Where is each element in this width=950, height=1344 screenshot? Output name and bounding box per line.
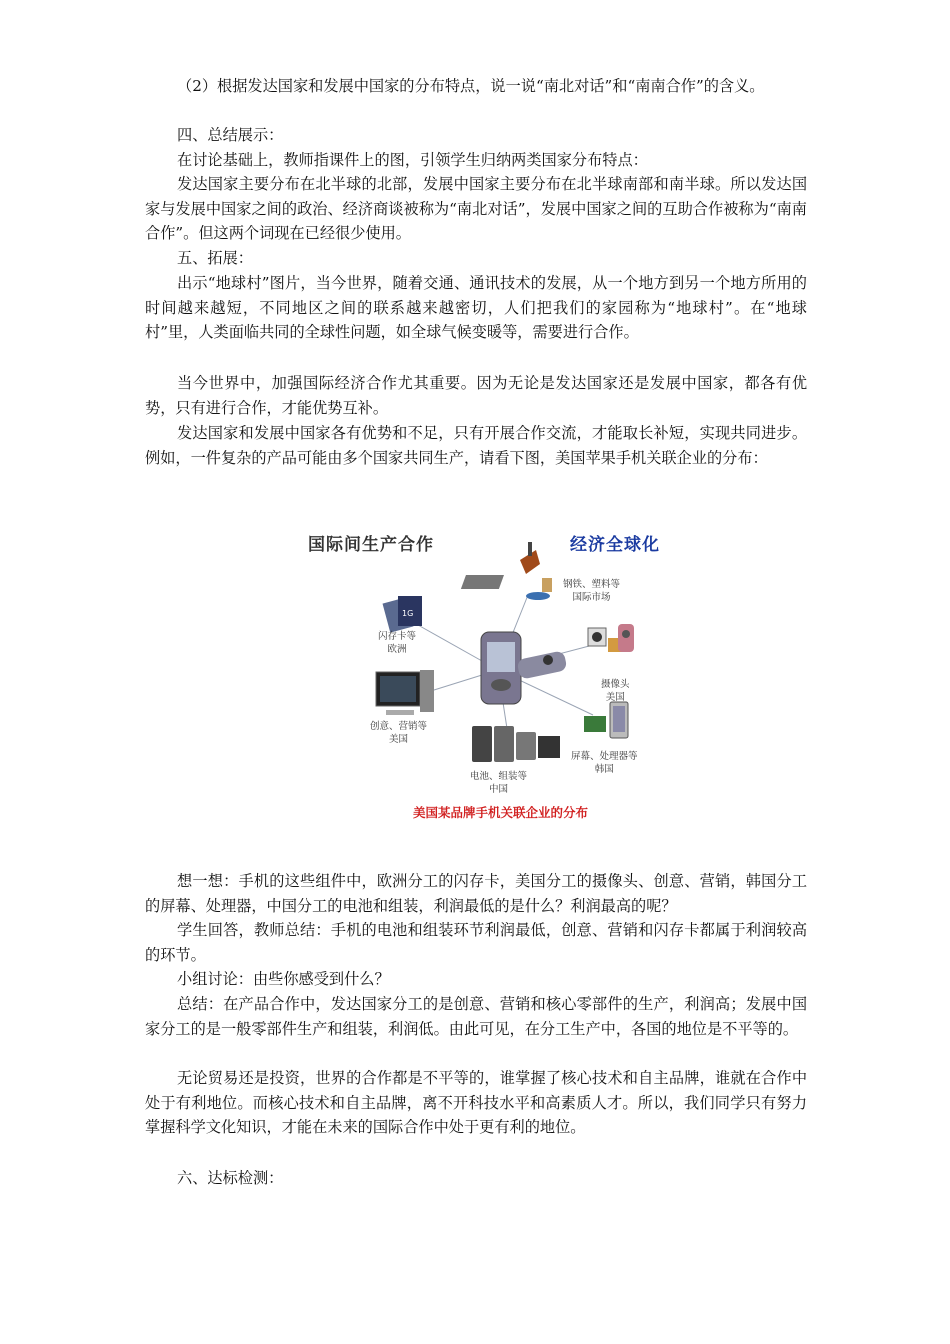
question-paragraph: （2）根据发达国家和发展中国家的分布特点，说一说“南北对话”和“南南合作”的含义。: [177, 77, 765, 95]
computer-icon: [376, 670, 434, 715]
group-discussion-paragraph: 小组讨论：由些你感受到什么？: [177, 970, 390, 988]
battery-assembly-icon: [472, 726, 560, 762]
trade-investment-paragraph: 无论贸易还是投资，世界的合作都是不平等的，谁掌握了核心技术和自主品牌，谁就在合作中处于有利地位。而核心技术和自主品牌，离不开科技水平和高素质人才。所以，我们同学只有努力掌握科学文化知识，才能在未来的国际合作中处于更有利的地位。: [145, 1069, 807, 1136]
label-steel: 钢铁、塑料等 国际市场: [563, 579, 621, 603]
label-battery: 电池、组装等 中国: [470, 771, 528, 795]
production-cooperation-figure: [298, 520, 678, 830]
section-heading-extension: 五、拓展：: [177, 249, 253, 267]
figure-caption: 美国某品牌手机关联企业的分布: [413, 805, 589, 820]
distribution-paragraph: 发达国家主要分布在北半球的北部，发展中国家主要分布在北半球南部和南半球。所以发达国家与发展中国家之间的政治、经济商谈被称为“南北对话”，发展中国家之间的互助合作被称为“南南合作”。但这两个词现在已经很少使用。: [145, 175, 807, 242]
global-village-paragraph: 出示“地球村”图片，当今世界，随着交通、通讯技术的发展，从一个地方到另一个地方所用的时间越来越短，不同地区之间的联系越来越密切，人们把我们的家园称为“地球村”。在“地球村”里，人类面临共同的全球性问题，如全球气候变暖等，需要进行合作。: [145, 274, 807, 341]
figure-title-right: 经济全球化: [570, 535, 660, 555]
steel-materials-icon: [461, 542, 552, 600]
svg-text:1G: 1G: [402, 609, 414, 618]
section-heading-summary: 四、总结展示：: [177, 126, 284, 144]
screen-processor-icon: [584, 702, 628, 738]
label-camera: 摄像头 美国: [601, 679, 630, 703]
teacher-summary-paragraph: 学生回答，教师总结：手机的电池和组装环节利润最低，创意、营销和闪存卡都属于利润较高的环节。: [145, 921, 807, 964]
phone-icon: [481, 632, 568, 704]
camera-module-icon: [588, 624, 634, 652]
think-paragraph: 想一想：手机的这些组件中，欧洲分工的闪存卡，美国分工的摄像头、创意、营销，韩国分工的屏幕、处理器，中国分工的电池和组装，利润最低的是什么？利润最高的呢？: [145, 872, 807, 915]
label-flash-card: 闪存卡等 欧洲: [378, 631, 417, 655]
figure-title-left: 国际间生产合作: [308, 535, 434, 555]
example-paragraph: 发达国家和发展中国家各有优势和不足，只有开展合作交流，才能取长补短，实现共同进步。例如，一件复杂的产品可能由多个国家共同生产，请看下图，美国苹果手机关联企业的分布：: [145, 424, 807, 467]
label-creative: 创意、营销等 美国: [370, 721, 428, 745]
flash-card-icon: [383, 596, 422, 633]
discussion-paragraph: 在讨论基础上，教师指课件上的图，引领学生归纳两类国家分布特点：: [177, 151, 648, 169]
section-heading-assessment: 六、达标检测：: [177, 1169, 284, 1187]
conclusion-paragraph: 总结：在产品合作中，发达国家分工的是创意、营销和核心零部件的生产，利润高；发展中国家分工的是一般零部件生产和组装，利润低。由此可见，在分工生产中，各国的地位是不平等的。: [145, 995, 807, 1038]
cooperation-paragraph: 当今世界中，加强国际经济合作尤其重要。因为无论是发达国家还是发展中国家，都各有优势，只有进行合作，才能优势互补。: [145, 374, 807, 417]
label-screen: 屏幕、处理器等 韩国: [571, 751, 638, 775]
